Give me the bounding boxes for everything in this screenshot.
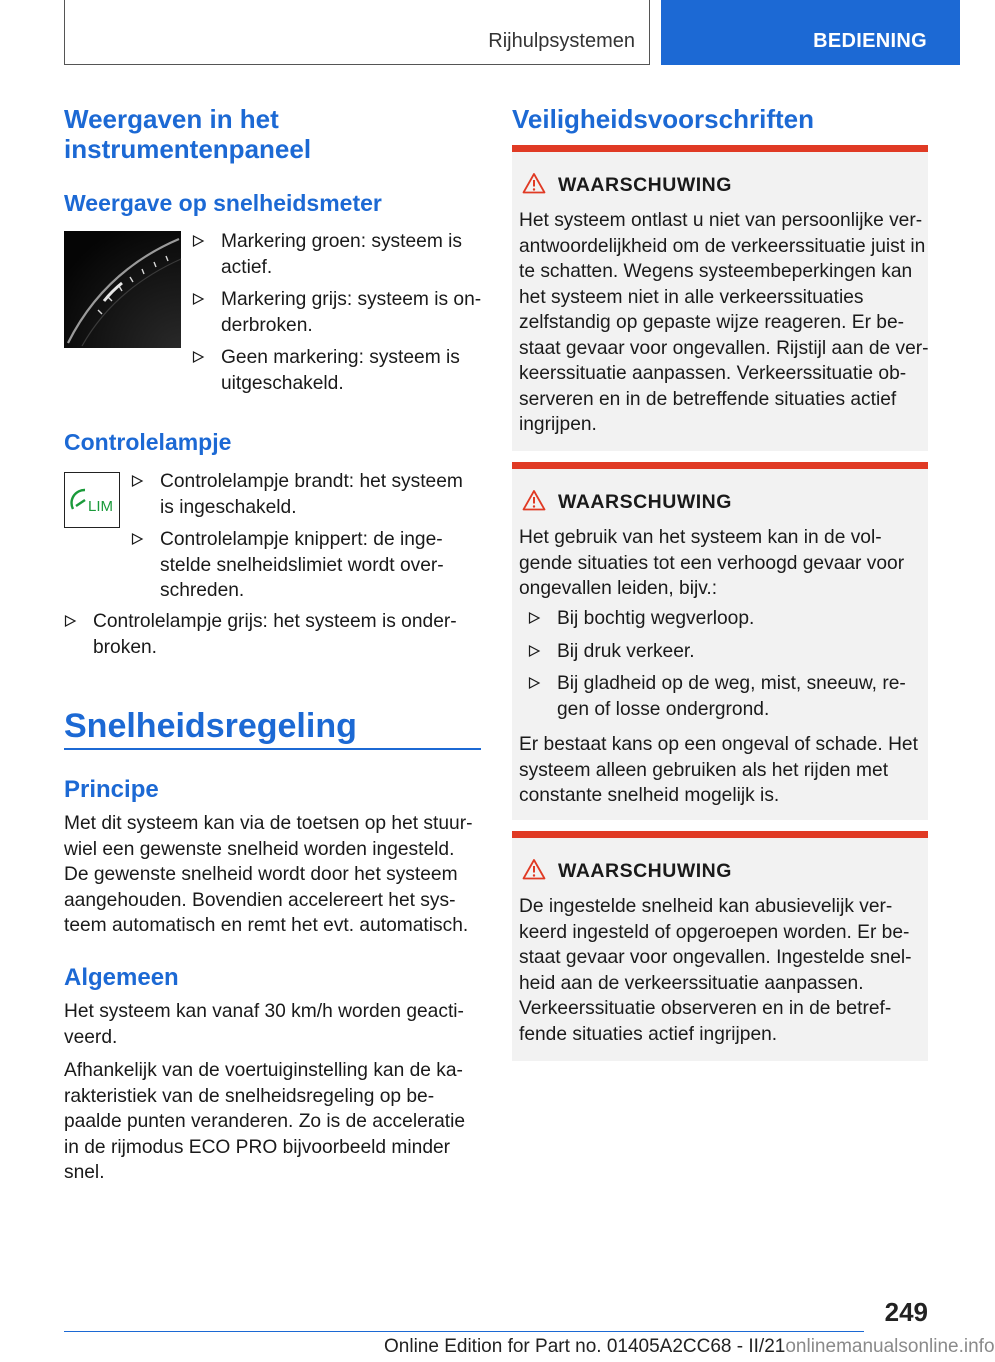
page-number: 249 — [884, 1297, 928, 1327]
warning-title: WAARSCHUWING — [558, 491, 732, 513]
footer-edition: Online Edition for Part no. 01405A2CC68 - II/21onlinemanualsonline.info — [384, 1336, 995, 1357]
header-box — [64, 0, 650, 65]
warning-triangle-icon — [522, 489, 546, 511]
speedo-list — [192, 229, 482, 403]
triangle-right-icon — [131, 533, 143, 545]
triangle-right-icon — [192, 235, 204, 247]
lamp-list — [131, 469, 482, 611]
warning-box-1 — [512, 145, 928, 451]
section-title: Rijhulpsystemen — [488, 30, 635, 52]
warning-triangle-icon — [522, 172, 546, 194]
triangle-right-icon — [528, 677, 540, 689]
watermark: onlinemanualsonline.info — [785, 1336, 995, 1357]
warning-title: WAARSCHUWING — [558, 860, 732, 882]
warning-text: Het gebruik van het systeem kan in de volgende situaties tot een verhoogd gevaar voor ongevallen leiden, bijv.: — [519, 527, 905, 599]
lim-indicator-image — [64, 472, 120, 528]
heading-principle: Principe — [64, 776, 159, 803]
footer-rule — [64, 1331, 864, 1332]
lim-text: LIM — [88, 498, 114, 515]
triangle-right-icon — [192, 351, 204, 363]
chapter-tab[interactable] — [661, 0, 960, 65]
section-rule — [64, 748, 481, 750]
triangle-right-icon — [528, 645, 540, 657]
heading-lamp: Controlelampje — [64, 429, 232, 455]
list-item: Markering grijs: systeem is onderbroken. — [192, 287, 482, 338]
warning-title: WAARSCHUWING — [558, 174, 732, 196]
lamp-list-full — [64, 609, 482, 667]
warning-text: De ingestelde snelheid kan abusievelijk verkeerd ingesteld of opgeroepen worden. Er bestaat gevaar voor ongevallen. Ingestelde snelheid aan de verkeerssituatie aanpassen. Verkeerssituatie observeren en in de betreffende situaties actief ingrijpen. — [519, 896, 912, 1045]
list-item: Bij druk verkeer. — [528, 639, 918, 665]
list-item: Controlelampje brandt: het systeem is ingeschakeld. — [131, 469, 482, 520]
warning-list — [528, 606, 918, 729]
triangle-right-icon — [131, 475, 143, 487]
heading-safety: Veiligheidsvoorschriften — [512, 104, 814, 134]
chapter-tab-label: BEDIENING — [813, 30, 927, 52]
warning-box-3 — [512, 831, 928, 1061]
general-text-2: Afhankelijk van de voertuiginstelling kan de karakteristiek van de snelheidsregeling op bepaalde punten veranderen. Zo is de acceleratie in de rijmodus ECO PRO bijvoorbeeld minder snel. — [64, 1060, 466, 1183]
heading-cruise-control: Snelheidsregeling — [64, 707, 357, 745]
principle-text: Met dit systeem kan via de toetsen op het stuurwiel een gewenste snelheid worden ingesteld. De gewenste snelheid wordt door het systeem aangehouden. Bovendien accelereert het systeem automatisch en remt het evt. automatisch. — [64, 813, 473, 936]
list-item: Controlelampje grijs: het systeem is onderbroken. — [64, 609, 482, 660]
triangle-right-icon — [64, 615, 76, 627]
general-text-1: Het systeem kan vanaf 30 km/h worden geactiveerd. — [64, 1001, 464, 1048]
list-item: Markering groen: systeem is actief. — [192, 229, 482, 280]
list-item: Controlelampje knippert: de ingestelde snelheidslimiet wordt overschreden. — [131, 527, 482, 604]
heading-general: Algemeen — [64, 964, 179, 991]
list-item: Bij bochtig wegverloop. — [528, 606, 918, 632]
warning-box-2 — [512, 462, 928, 820]
heading-displays: Weergaven in het instrumentenpaneel — [64, 104, 312, 164]
heading-speedo: Weergave op snelheidsmeter — [64, 190, 382, 216]
warning-triangle-icon — [522, 858, 546, 880]
warning-text-after: Er bestaat kans op een ongeval of schade. Het systeem alleen gebruiken als het rijden met constante snelheid mogelijk is. — [519, 734, 918, 806]
triangle-right-icon — [192, 293, 204, 305]
warning-text: Het systeem ontlast u niet van persoonlijke verantwoordelijkheid om de verkeerssituatie juist in te schatten. Wegens systeembeperkingen kan het systeem niet in alle verkeerssituaties zelfstandig op gepaste wijze reageren. Er bestaat gevaar voor ongevallen. Rijstijl aan de verkeerssituatie aanpassen. Verkeerssituatie observeren en in de betreffende situaties actief ingrijpen. — [519, 210, 929, 435]
triangle-right-icon — [528, 612, 540, 624]
speedometer-image — [64, 231, 181, 348]
list-item: Geen markering: systeem is uitgeschakeld. — [192, 345, 482, 396]
list-item: Bij gladheid op de weg, mist, sneeuw, regen of losse ondergrond. — [528, 671, 918, 722]
